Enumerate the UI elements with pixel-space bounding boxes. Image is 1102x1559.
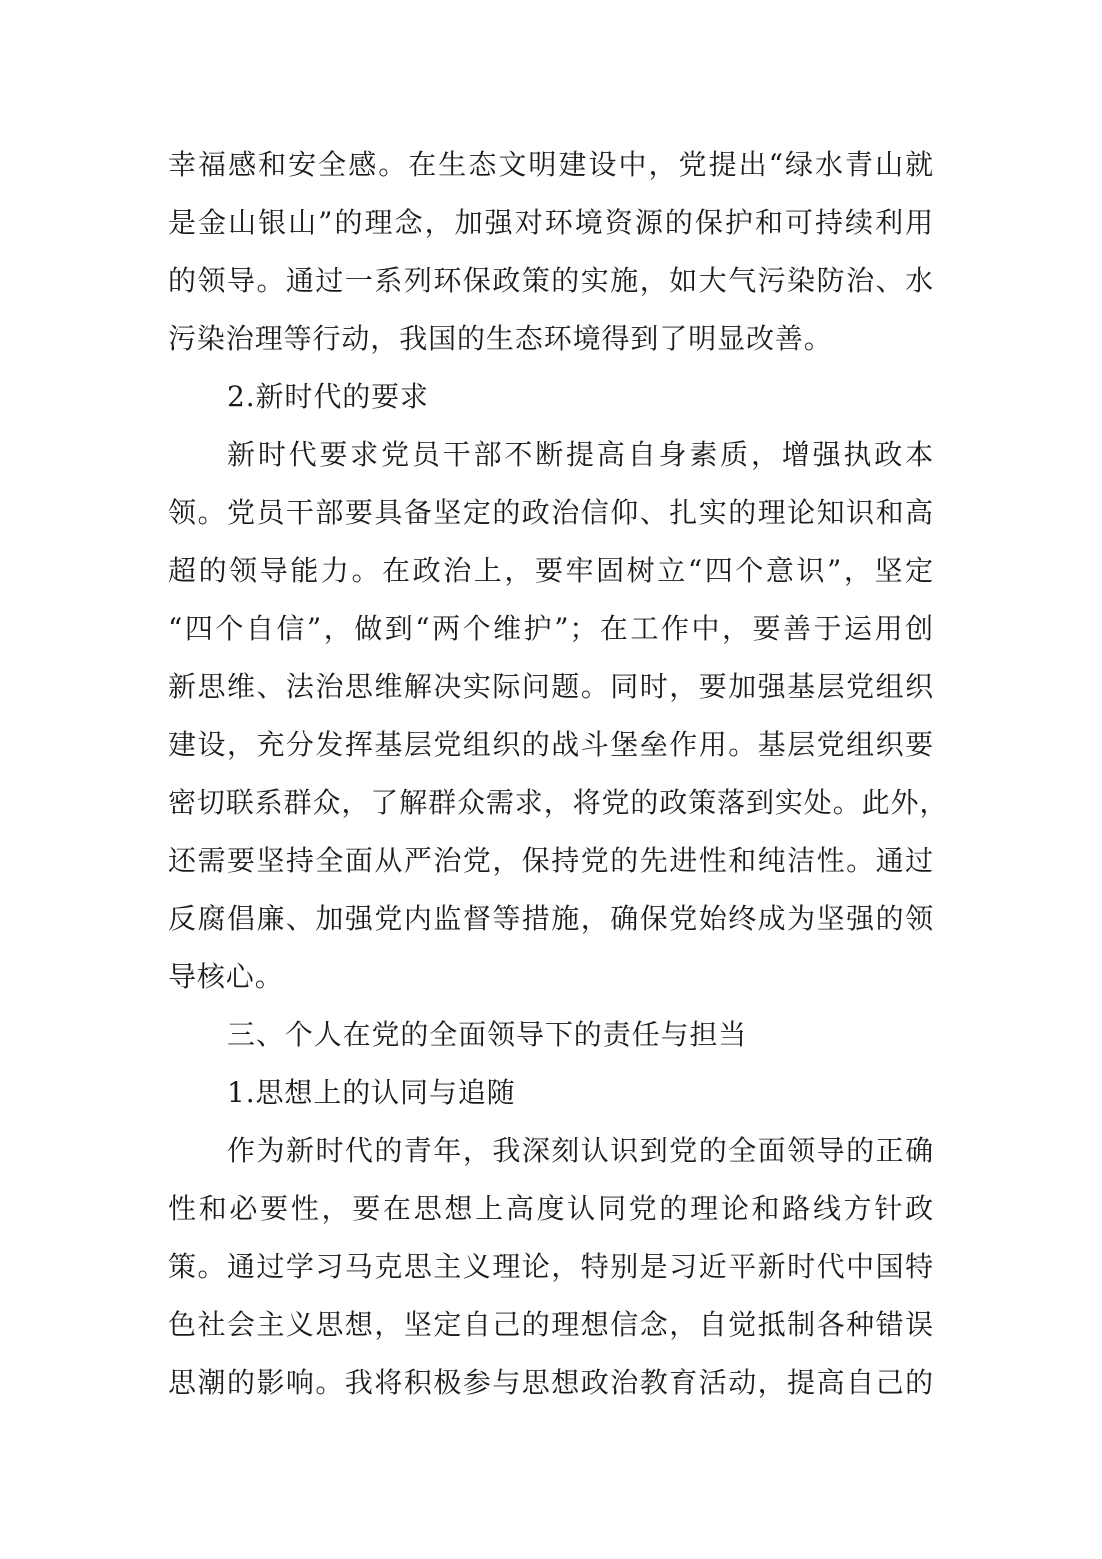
text-line: 反腐倡廉、加强党内监督等措施，确保党始终成为坚强的领: [168, 902, 934, 935]
paragraph-ecology: [168, 136, 934, 368]
text-line: “四个自信”，做到“两个维护”；在工作中，要善于运用创: [168, 612, 934, 645]
document-body: [168, 136, 949, 1412]
text-line: 是金山银山”的理念，加强对环境资源的保护和可持续利用: [168, 206, 934, 239]
section-heading-new-era: [168, 368, 934, 426]
text-line: 新时代要求党员干部不断提高自身素质，增强执政本: [227, 438, 934, 471]
subsection-heading-ideological-identity: [168, 1064, 934, 1122]
heading-text: 1.思想上的认同与追随: [227, 1076, 516, 1109]
text-line: 导核心。: [168, 960, 284, 993]
text-line: 污染治理等行动，我国的生态环境得到了明显改善。: [168, 322, 833, 355]
heading-text: 三、个人在党的全面领导下的责任与担当: [227, 1018, 748, 1051]
text-line: 色社会主义思想，坚定自己的理想信念，自觉抵制各种错误: [168, 1308, 934, 1341]
text-line: 性和必要性，要在思想上高度认同党的理论和路线方针政: [168, 1192, 934, 1225]
text-line: 作为新时代的青年，我深刻认识到党的全面领导的正确: [227, 1134, 934, 1167]
text-line: 超的领导能力。在政治上，要牢固树立“四个意识”，坚定: [168, 554, 934, 587]
section-heading-personal-responsibility: [168, 1006, 934, 1064]
text-line: 密切联系群众，了解群众需求，将党的政策落到实处。此外，: [168, 786, 949, 819]
text-line: 幸福感和安全感。在生态文明建设中，党提出“绿水青山就: [168, 148, 934, 181]
text-line: 思潮的影响。我将积极参与思想政治教育活动，提高自己的: [168, 1366, 934, 1399]
paragraph-youth: [168, 1122, 934, 1412]
text-line: 领。党员干部要具备坚定的政治信仰、扎实的理论知识和高: [168, 496, 934, 529]
text-line: 还需要坚持全面从严治党，保持党的先进性和纯洁性。通过: [168, 844, 934, 877]
paragraph-new-era: [168, 426, 949, 1006]
text-line: 建设，充分发挥基层党组织的战斗堡垒作用。基层党组织要: [168, 728, 934, 761]
text-line: 新思维、法治思维解决实际问题。同时，要加强基层党组织: [168, 670, 934, 703]
text-line: 策。通过学习马克思主义理论，特别是习近平新时代中国特: [168, 1250, 934, 1283]
heading-text: 2.新时代的要求: [227, 380, 429, 413]
text-line: 的领导。通过一系列环保政策的实施，如大气污染防治、水: [168, 264, 934, 297]
